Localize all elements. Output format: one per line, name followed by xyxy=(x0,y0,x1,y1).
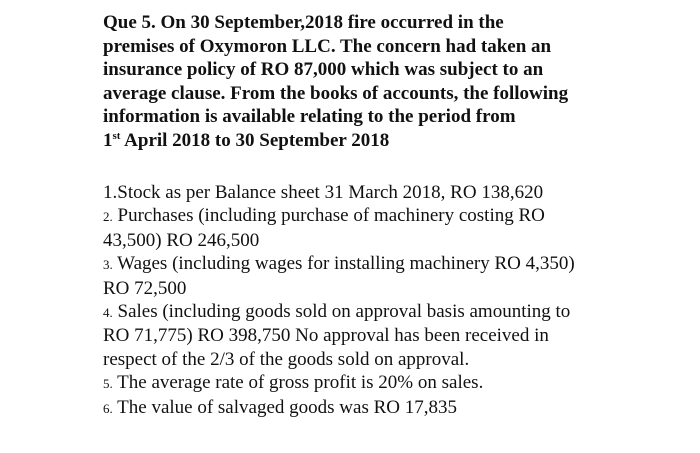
period-start-day: 1 xyxy=(103,129,113,151)
item-text: Sales (including goods sold on approval basis amounting to xyxy=(112,301,571,323)
item-text: The average rate of gross profit is 20% on sales. xyxy=(112,372,484,394)
question-line-4: average clause. From the books of accounts, the following xyxy=(103,82,569,104)
item-text: Purchases (including purchase of machinery costing RO xyxy=(112,205,545,227)
info-item-4-line-1 xyxy=(103,300,683,324)
question-line-6 xyxy=(103,129,663,153)
info-item-5 xyxy=(103,371,683,395)
question-line-1: Que 5. On 30 September,2018 fire occurred in the xyxy=(103,12,504,33)
question-line-2: premises of Oxymoron LLC. The concern had taken an xyxy=(103,35,552,57)
question-line-3: insurance policy of RO 87,000 which was subject to an xyxy=(103,59,544,81)
question-text xyxy=(103,11,663,153)
info-item-2-line-1 xyxy=(103,204,683,228)
item-number: 2. xyxy=(103,209,113,225)
ordinal-suffix: st xyxy=(112,129,121,142)
info-item-3-line-2: RO 72,500 xyxy=(103,277,187,299)
info-item-2-line-2: 43,500) RO 246,500 xyxy=(103,229,260,251)
item-number: 3. xyxy=(103,257,113,273)
item-number: 4. xyxy=(103,305,113,321)
item-number: 5. xyxy=(103,376,113,392)
period-rest: April 2018 to 30 September 2018 xyxy=(120,129,390,151)
item-text: Wages (including wages for installing machinery RO 4,350) xyxy=(112,253,575,275)
item-number: 6. xyxy=(103,400,113,416)
info-item-4-line-3: respect of the 2/3 of the goods sold on approval. xyxy=(103,348,470,370)
question-line-5: information is available relating to the period from xyxy=(103,106,516,128)
info-item-4-line-2: RO 71,775) RO 398,750 No approval has been received in xyxy=(103,325,549,347)
information-list xyxy=(103,181,683,420)
info-item-6 xyxy=(103,396,683,420)
item-text: The value of salvaged goods was RO 17,835 xyxy=(112,396,457,418)
info-item-1: 1.Stock as per Balance sheet 31 March 2018, RO 138,620 xyxy=(103,182,544,203)
info-item-3-line-1 xyxy=(103,252,683,276)
